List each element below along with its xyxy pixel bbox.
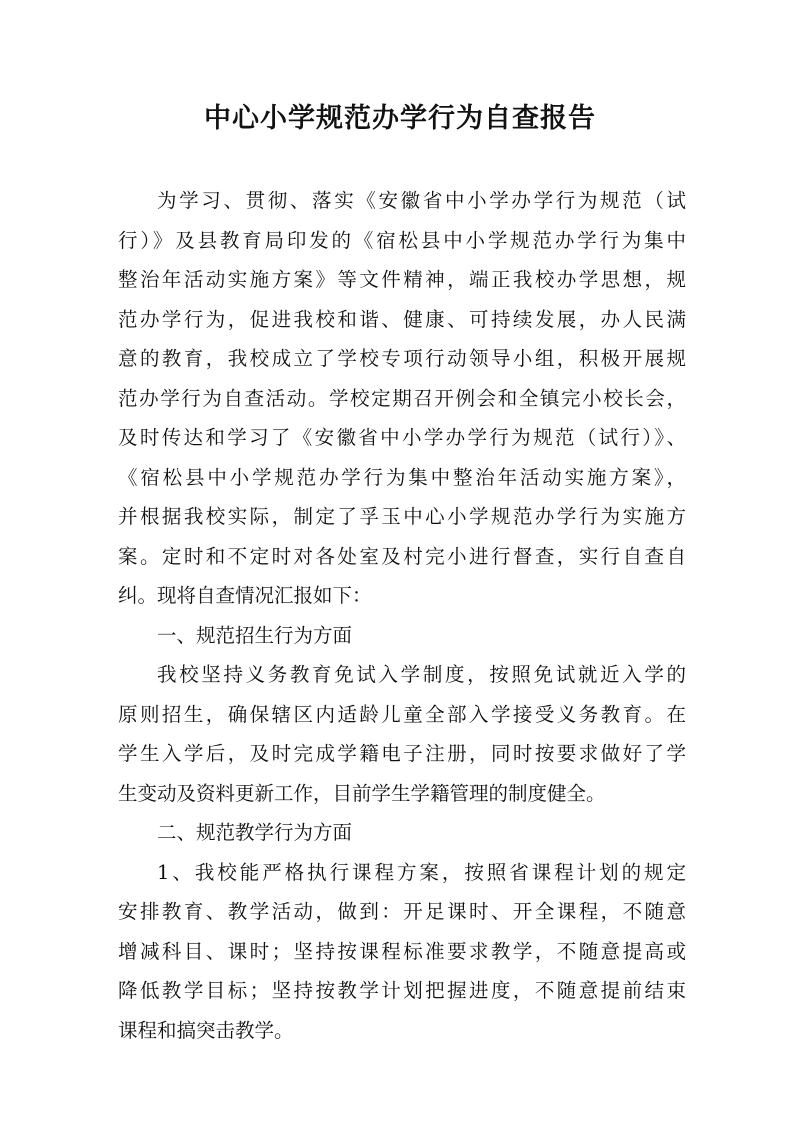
paragraph-line: 我校坚持义务教育免试入学制度，按照免试就近入学的 [157,663,686,686]
paragraph-line: 课程和搞突击教学。 [118,1018,294,1042]
paragraph-line: 及时传达和学习了《安徽省中小学办学行为规范（试行）》、 [118,426,686,449]
paragraph-line: 学生入学后，及时完成学籍电子注册，同时按要求做好了学 [118,742,686,765]
document-title: 中心小学规范办学行为自查报告 [204,103,596,134]
paragraph-line: 范办学行为自查活动。学校定期召开例会和全镇完小校长会， [118,386,686,410]
paragraph-line: 整治年活动实施方案》等文件精神，端正我校办学思想，规 [118,268,686,291]
paragraph-line: 范办学行为，促进我校和谐、健康、可持续发展，办人民满 [118,307,686,331]
paragraph-line: 并根据我校实际，制定了孚玉中心小学规范办学行为实施方 [118,505,686,528]
paragraph-line: 1、我校能严格执行课程方案，按照省课程计划的规定 [157,860,686,884]
section-heading: 一、规范招生行为方面 [157,623,353,647]
section-heading: 二、规范教学行为方面 [157,821,353,844]
paragraph-line: 为学习、贯彻、落实《安徽省中小学办学行为规范（试 [157,189,686,212]
paragraph-line: 安排教育、教学活动，做到：开足课时、开全课程，不随意 [118,900,686,923]
paragraph-line: 案。定时和不定时对各处室及村完小进行督查，实行自查自 [118,544,686,568]
paragraph-line: 生变动及资料更新工作，目前学生学籍管理的制度健全。 [118,781,606,805]
paragraph-line: 增减科目、课时；坚持按课程标准要求教学，不随意提高或 [118,939,686,963]
paragraph-line: 降低教学目标；坚持按教学计划把握进度，不随意提前结束 [118,979,686,1002]
paragraph-line: 纠。现将自查情况汇报如下： [118,584,372,607]
paragraph-line: 行）》及县教育局印发的《宿松县中小学规范办学行为集中 [118,228,686,252]
paragraph-line: 原则招生，确保辖区内适龄儿童全部入学接受义务教育。在 [118,702,686,726]
paragraph-line: 意的教育，我校成立了学校专项行动领导小组，积极开展规 [118,347,686,370]
document-body [118,181,686,1050]
paragraph-line: 《宿松县中小学规范办学行为集中整治年活动实施方案》， [118,465,686,489]
